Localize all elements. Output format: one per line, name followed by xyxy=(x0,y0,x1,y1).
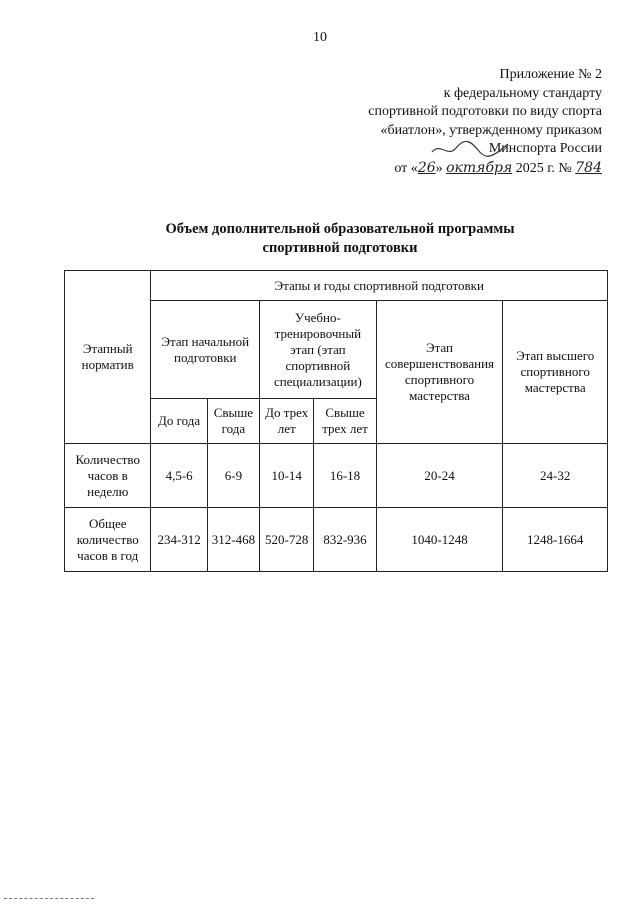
table-cell: 832-936 xyxy=(314,508,376,572)
stub-header: Этапный норматив xyxy=(65,271,151,444)
date-prefix: от « xyxy=(394,160,418,176)
stage-training: Учебно-тренировочный этап (этап спортивной специализации) xyxy=(260,301,377,399)
table-cell: 234-312 xyxy=(151,508,207,572)
date-year: 2025 г. № xyxy=(515,160,572,176)
year-over-year: Свыше года xyxy=(207,399,259,444)
scan-edge-mark xyxy=(4,898,94,901)
stage-initial: Этап начальной подготовки xyxy=(151,301,260,399)
page-number: 10 xyxy=(313,30,327,45)
stage-improvement: Этап совершенствования спортивного мастерства xyxy=(376,301,503,444)
document-title xyxy=(60,220,620,258)
year-up-to-three: До трех лет xyxy=(260,399,314,444)
date-month: октября xyxy=(446,159,513,176)
table-cell: 520-728 xyxy=(260,508,314,572)
table-cell: 312-468 xyxy=(207,508,259,572)
table-cell: 16-18 xyxy=(314,444,376,508)
training-volume-table xyxy=(64,270,608,572)
appendix-line-1: Приложение № 2 xyxy=(499,67,602,82)
row-label: Количество часов в неделю xyxy=(65,444,151,508)
row-label: Общее количество часов в год xyxy=(65,508,151,572)
date-day: 26 xyxy=(417,159,436,176)
year-up-to-year: До года xyxy=(151,399,207,444)
table-cell: 1248-1664 xyxy=(503,508,608,572)
date-mid: » xyxy=(435,160,443,176)
table-cell: 10-14 xyxy=(260,444,314,508)
table-row xyxy=(65,444,608,508)
appendix-line-5: Минспорта России xyxy=(488,141,602,156)
title-line-2: спортивной подготовки xyxy=(262,240,418,256)
appendix-line-4: «биатлон», утвержденному приказом xyxy=(380,122,602,138)
table-cell: 20-24 xyxy=(376,444,503,508)
order-date-line xyxy=(302,159,602,179)
order-number: 784 xyxy=(575,159,602,176)
table-cell: 1040-1248 xyxy=(376,508,503,572)
appendix-line-2: к федеральному стандарту xyxy=(443,85,602,101)
table-cell: 6-9 xyxy=(207,444,259,508)
table-row xyxy=(65,508,608,572)
title-line-1: Объем дополнительной образовательной программы xyxy=(165,221,515,237)
group-header: Этапы и годы спортивной подготовки xyxy=(151,271,608,301)
stage-higher: Этап высшего спортивного мастерства xyxy=(503,301,608,444)
appendix-header xyxy=(302,66,602,178)
table-cell: 4,5-6 xyxy=(151,444,207,508)
appendix-line-3: спортивной подготовки по виду спорта xyxy=(368,104,602,119)
table-cell: 24-32 xyxy=(503,444,608,508)
year-over-three: Свыше трех лет xyxy=(314,399,376,444)
